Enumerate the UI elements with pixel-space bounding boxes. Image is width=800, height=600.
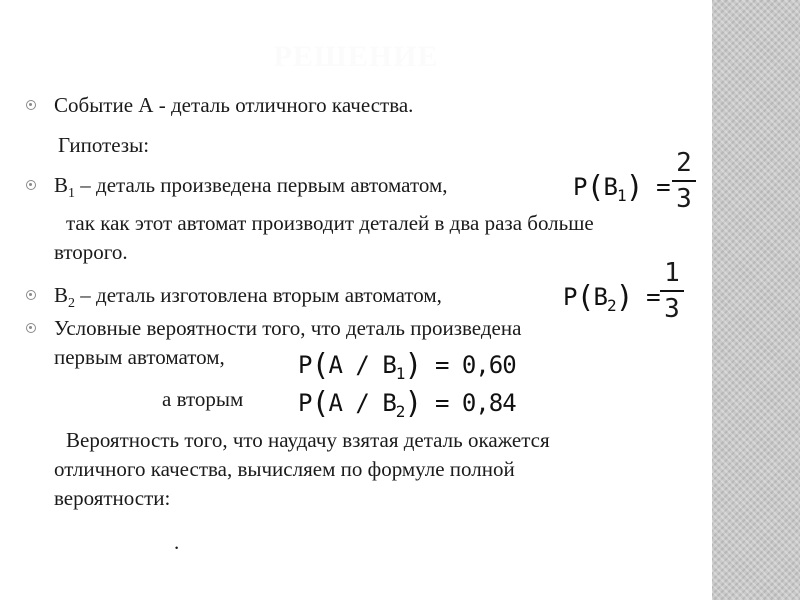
bullet-icon xyxy=(26,180,36,190)
text-total-prob-1: Вероятность того, что наудачу взятая деталь окажется xyxy=(66,428,550,452)
formula-p-b2: $P(B_2)$ = xyxy=(563,280,660,315)
text-reason: так как этот автомат производит деталей в два раза больше xyxy=(66,211,594,235)
text-conditional-prob: Условные вероятности того, что деталь произведена xyxy=(54,316,522,340)
trailing-dot: . xyxy=(174,530,180,554)
text-first-machine: первым автоматом, xyxy=(54,345,225,369)
text-second-machine: а вторым xyxy=(162,387,244,411)
text-event-a: Событие А - деталь отличного качества. xyxy=(54,93,414,117)
text-hypothesis-b1: $В_1$ – деталь произведена первым автоматом, xyxy=(54,173,448,202)
formula-p-a-b2: $P(A / B_2) = 0,84$ xyxy=(298,386,516,421)
slide-title: РЕШЕНИЕ xyxy=(273,40,439,73)
formula-p-b1: $P(B_1)$ = xyxy=(573,170,670,205)
fraction-two-thirds: 2 3 xyxy=(672,148,696,214)
text-total-prob-3: вероятности: xyxy=(54,486,171,510)
bullet-icon xyxy=(26,323,36,333)
fraction-one-third: 1 3 xyxy=(660,258,684,324)
formula-p-a-b1: $P(A / B_1) = 0,60$ xyxy=(298,348,516,383)
text-total-prob-2: отличного качества, вычисляем по формуле полной xyxy=(54,457,515,481)
bullet-icon xyxy=(26,290,36,300)
decorative-sidebar xyxy=(712,0,800,600)
text-reason-end: второго. xyxy=(54,240,128,264)
bullet-icon xyxy=(26,100,36,110)
text-hypotheses: Гипотезы: xyxy=(58,133,150,157)
text-hypothesis-b2: $В_2$ – деталь изготовлена вторым автоматом, xyxy=(54,283,442,312)
